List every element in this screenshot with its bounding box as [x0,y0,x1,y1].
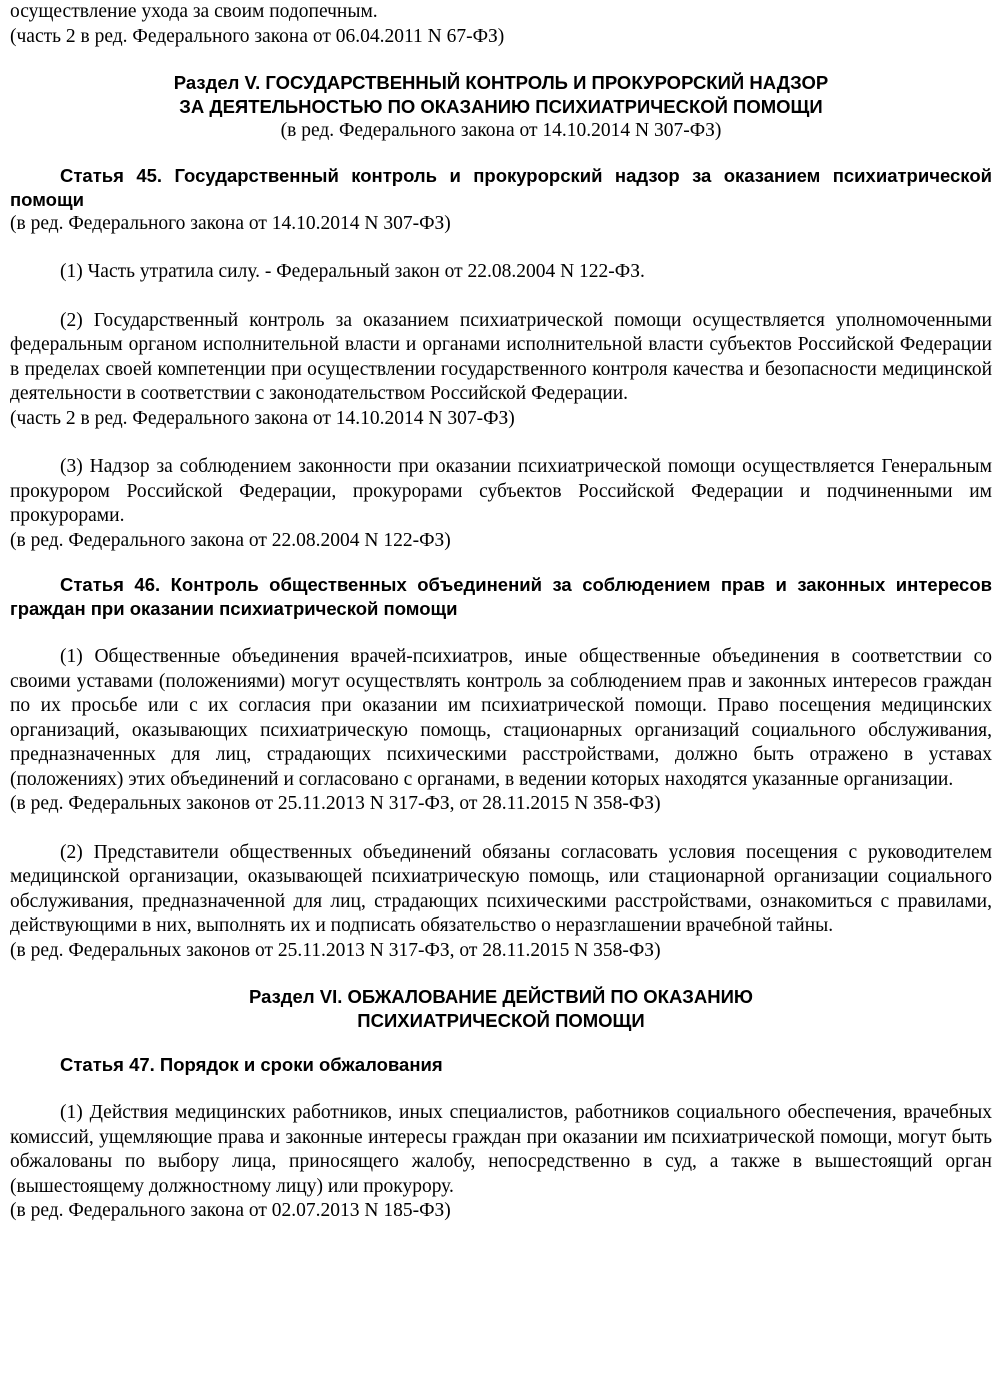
article-45-paragraph-1: (1) Часть утратила силу. - Федеральный закон от 22.08.2004 N 122-ФЗ. [60,261,645,282]
section-5-title-line-2: ЗА ДЕЯТЕЛЬНОСТЬЮ ПО ОКАЗАНИЮ ПСИХИАТРИЧЕСКОЙ ПОМОЩИ [179,96,823,117]
article-45-title: Статья 45. Государственный контроль и прокурорский надзор за оказанием психиатрической помощи [10,164,992,210]
amendment-note: (часть 2 в ред. Федерального закона от 06.04.2011 N 67-ФЗ) [10,25,505,47]
document-page [10,0,992,1224]
article-46-paragraph-1: (1) Общественные объединения врачей-психиатров, иные общественные объединения в соответствии со своими уставами (положениями) могут осуществлять контроль за соблюдением прав и законных интересов граждан по их просьбе или с их согласия при оказании им психиатрической помощи. Право посещения медицинских организаций, оказывающих психиатрическую помощь, стационарных организаций социального обслуживания, предназначенных для лиц, страдающих психическими расстройствами, должно быть отражено в уставах (положениях) этих объединений и согласовано с органами, в ведении которых находятся указанные организации. [10,646,992,790]
continued-text-line: осуществление ухода за своим подопечным. [10,1,378,22]
article-46-paragraph-1-amendment: (в ред. Федеральных законов от 25.11.2013 N 317-ФЗ, от 28.11.2015 N 358-ФЗ) [10,793,661,814]
article-46-paragraph-2: (2) Представители общественных объединений обязаны согласовать условия посещения с руководителем медицинской организации, оказывающей психиатрическую помощь, или стационарной организации социального обслуживания, предназначенной для лиц, страдающих психическими расстройствами, ознакомиться с правилами, действующими в них, выполнять их и подписать обязательство о неразглашении врачебной тайны. [10,841,992,936]
article-46-title: Статья 46. Контроль общественных объединений за соблюдением прав и законных интересов граждан при оказании психиатрической помощи [10,574,992,619]
article-47-paragraph-1-amendment: (в ред. Федерального закона от 02.07.2013 N 185-ФЗ) [10,1200,451,1221]
section-5-title-line-1: Раздел V. ГОСУДАРСТВЕННЫЙ КОНТРОЛЬ И ПРОКУРОРСКИЙ НАДЗОР [173,72,829,93]
section-6-title-line-1: Раздел VI. ОБЖАЛОВАНИЕ ДЕЙСТВИЙ ПО ОКАЗАНИЮ [249,986,753,1007]
section-5-amendment: (в ред. Федерального закона от 14.10.2014 N 307-ФЗ) [280,120,722,141]
article-45-paragraph-2-amendment: (часть 2 в ред. Федерального закона от 14.10.2014 N 307-ФЗ) [10,407,515,429]
article-45-paragraph-3: (3) Надзор за соблюдением законности при оказании психиатрической помощи осуществляется Генеральным прокурором Российской Федерации, прокурорами субъектов Российской Федерации и подчиненными им прокурорами. [10,456,992,526]
section-6-title-line-2: ПСИХИАТРИЧЕСКОЙ ПОМОЩИ [357,1010,645,1031]
article-47-title: Статья 47. Порядок и сроки обжалования [60,1054,443,1075]
article-46-paragraph-2-amendment: (в ред. Федеральных законов от 25.11.2013 N 317-ФЗ, от 28.11.2015 N 358-ФЗ) [10,939,661,961]
article-45-amendment: (в ред. Федерального закона от 14.10.2014 N 307-ФЗ) [10,212,451,234]
article-45-paragraph-3-amendment: (в ред. Федерального закона от 22.08.2004 N 122-ФЗ) [10,529,451,551]
article-47-paragraph-1: (1) Действия медицинских работников, иных специалистов, работников социального обеспечения, врачебных комиссий, ущемляющие права и законные интересы граждан при оказании им психиатрической помощи, могут быть обжалованы по выбору лица, приносящего жалобу, непосредственно в суд, а также в вышестоящий орган (вышестоящему должностному лицу) или прокурору. [10,1102,992,1197]
article-45-paragraph-2: (2) Государственный контроль за оказанием психиатрической помощи осуществляется уполномоченными федеральным органом исполнительной власти и органами исполнительной власти субъектов Российской Федерации в пределах своей компетенции при осуществлении государственного контроля качества и безопасности медицинской деятельности в соответствии с законодательством Российской Федерации. [10,309,992,404]
